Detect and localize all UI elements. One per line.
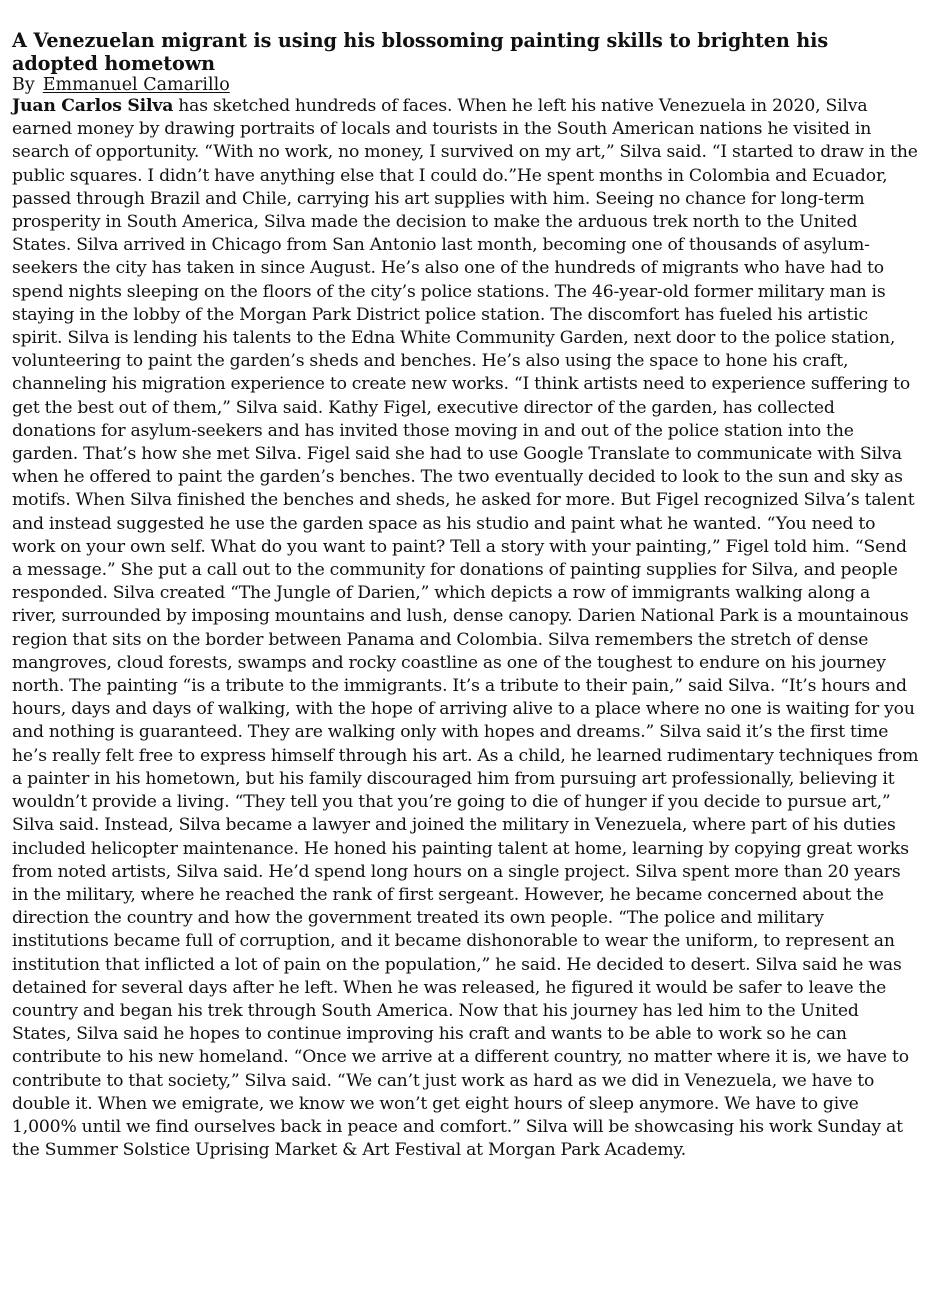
lead-name: Juan Carlos Silva: [12, 96, 174, 116]
author-link[interactable]: Emmanuel Camarillo: [42, 75, 230, 95]
article-body-text: has sketched hundreds of faces. When he left his native Venezuela in 2020, Silva earned money by drawing portraits of locals and tourists in the South American nations he visited in search of opportunity. “With no work, no money, I survived on my art,” Silva said. “I started to draw in the public squares. I didn’t have anything else that I could do.”He spent months in Colombia and Ecuador, passed through Brazil and Chile, carrying his art supplies with him. Seeing no chance for long-term prosperity in South America, Silva made the decision to make the arduous trek north to the United States. Silva arrived in Chicago from San Antonio last month, becoming one of thousands of asylum-seekers the city has taken in since August. He’s also one of the hundreds of migrants who have had to spend nights sleeping on the floors of the city’s police stations. The 46-year-old former military man is staying in the lobby of the Morgan Park District police station. The discomfort has fueled his artistic spirit. Silva is lending his talents to the Edna White Community Garden, next door to the police station, volunteering to paint the garden’s sheds and benches. He’s also using the space to hone his craft, channeling his migration experience to create new works. “I think artists need to experience suffering to get the best out of them,” Silva said. Kathy Figel, executive director of the garden, has collected donations for asylum-seekers and has invited those moving in and out of the police station into the garden. That’s how she met Silva. Figel said she had to use Google Translate to communicate with Silva when he offered to paint the garden’s benches. The two eventually decided to look to the sun and sky as motifs. When Silva finished the benches and sheds, he asked for more. But Figel recognized Silva’s talent and instead suggested he use the garden space as his studio and paint what he wanted. “You need to work on your own self. What do you want to paint? Tell a story with your painting,” Figel told him. “Send a message.” She put a call out to the community for donations of painting supplies for Silva, and people responded. Silva created “The Jungle of Darien,” which depicts a row of immigrants walking along a river, surrounded by imposing mountains and lush, dense canopy. Darien National Park is a mountainous region that sits on the border between Panama and Colombia. Silva remembers the stretch of dense mangroves, cloud forests, swamps and rocky coastline as one of the toughest to endure on his journey north. The painting “is a tribute to the immigrants. It’s a tribute to their pain,” said Silva. “It’s hours and hours, days and days of walking, with the hope of arriving alive to a place where no one is waiting for you and nothing is guaranteed. They are walking only with hopes and dreams.” Silva said it’s the first time he’s really felt free to express himself through his art. As a child, he learned rudimentary techniques from a painter in his hometown, but his family discouraged him from pursuing art professionally, believing it wouldn’t provide a living. “They tell you that you’re going to die of hunger if you decide to pursue art,” Silva said. Instead, Silva became a lawyer and joined the military in Venezuela, where part of his duties included helicopter maintenance. He honed his painting talent at home, learning by copying great works from noted artists, Silva said. He’d spend long hours on a single project. Silva spent more than 20 years in the military, where he reached the rank of first sergeant. However, he became concerned about the direction the country and how the government treated its own people. “The police and military institutions became full of corruption, and it became dishonorable to wear the uniform, to represent an institution that inflicted a lot of pain on the population,” he said. He decided to desert. Silva said he was detained for several days after he left. When he was released, he figured it would be safer to leave the country and began his trek through South America. Now that his journey has led him to the United States, Silva said he hopes to continue improving his craft and wants to be able to work so he can contribute to his new homeland. “Once we arrive at a different country, no matter where it is, we have to contribute to that society,” Silva said. “We can’t just work as hard as we did in Venezuela, we have to double it. When we emigrate, we know we won’t get eight hours of sleep anymore. We have to give 1,000% until we find ourselves back in peace and comfort.” Silva will be showcasing his work Sunday at the Summer Solstice Uprising Market & Art Festival at Morgan Park Academy.: [12, 96, 919, 1161]
byline-prefix: By: [12, 75, 35, 95]
byline: [12, 75, 919, 95]
article-body: [12, 95, 919, 1162]
article-headline: A Venezuelan migrant is using his blossoming painting skills to brighten his adopted hometown: [12, 29, 829, 75]
